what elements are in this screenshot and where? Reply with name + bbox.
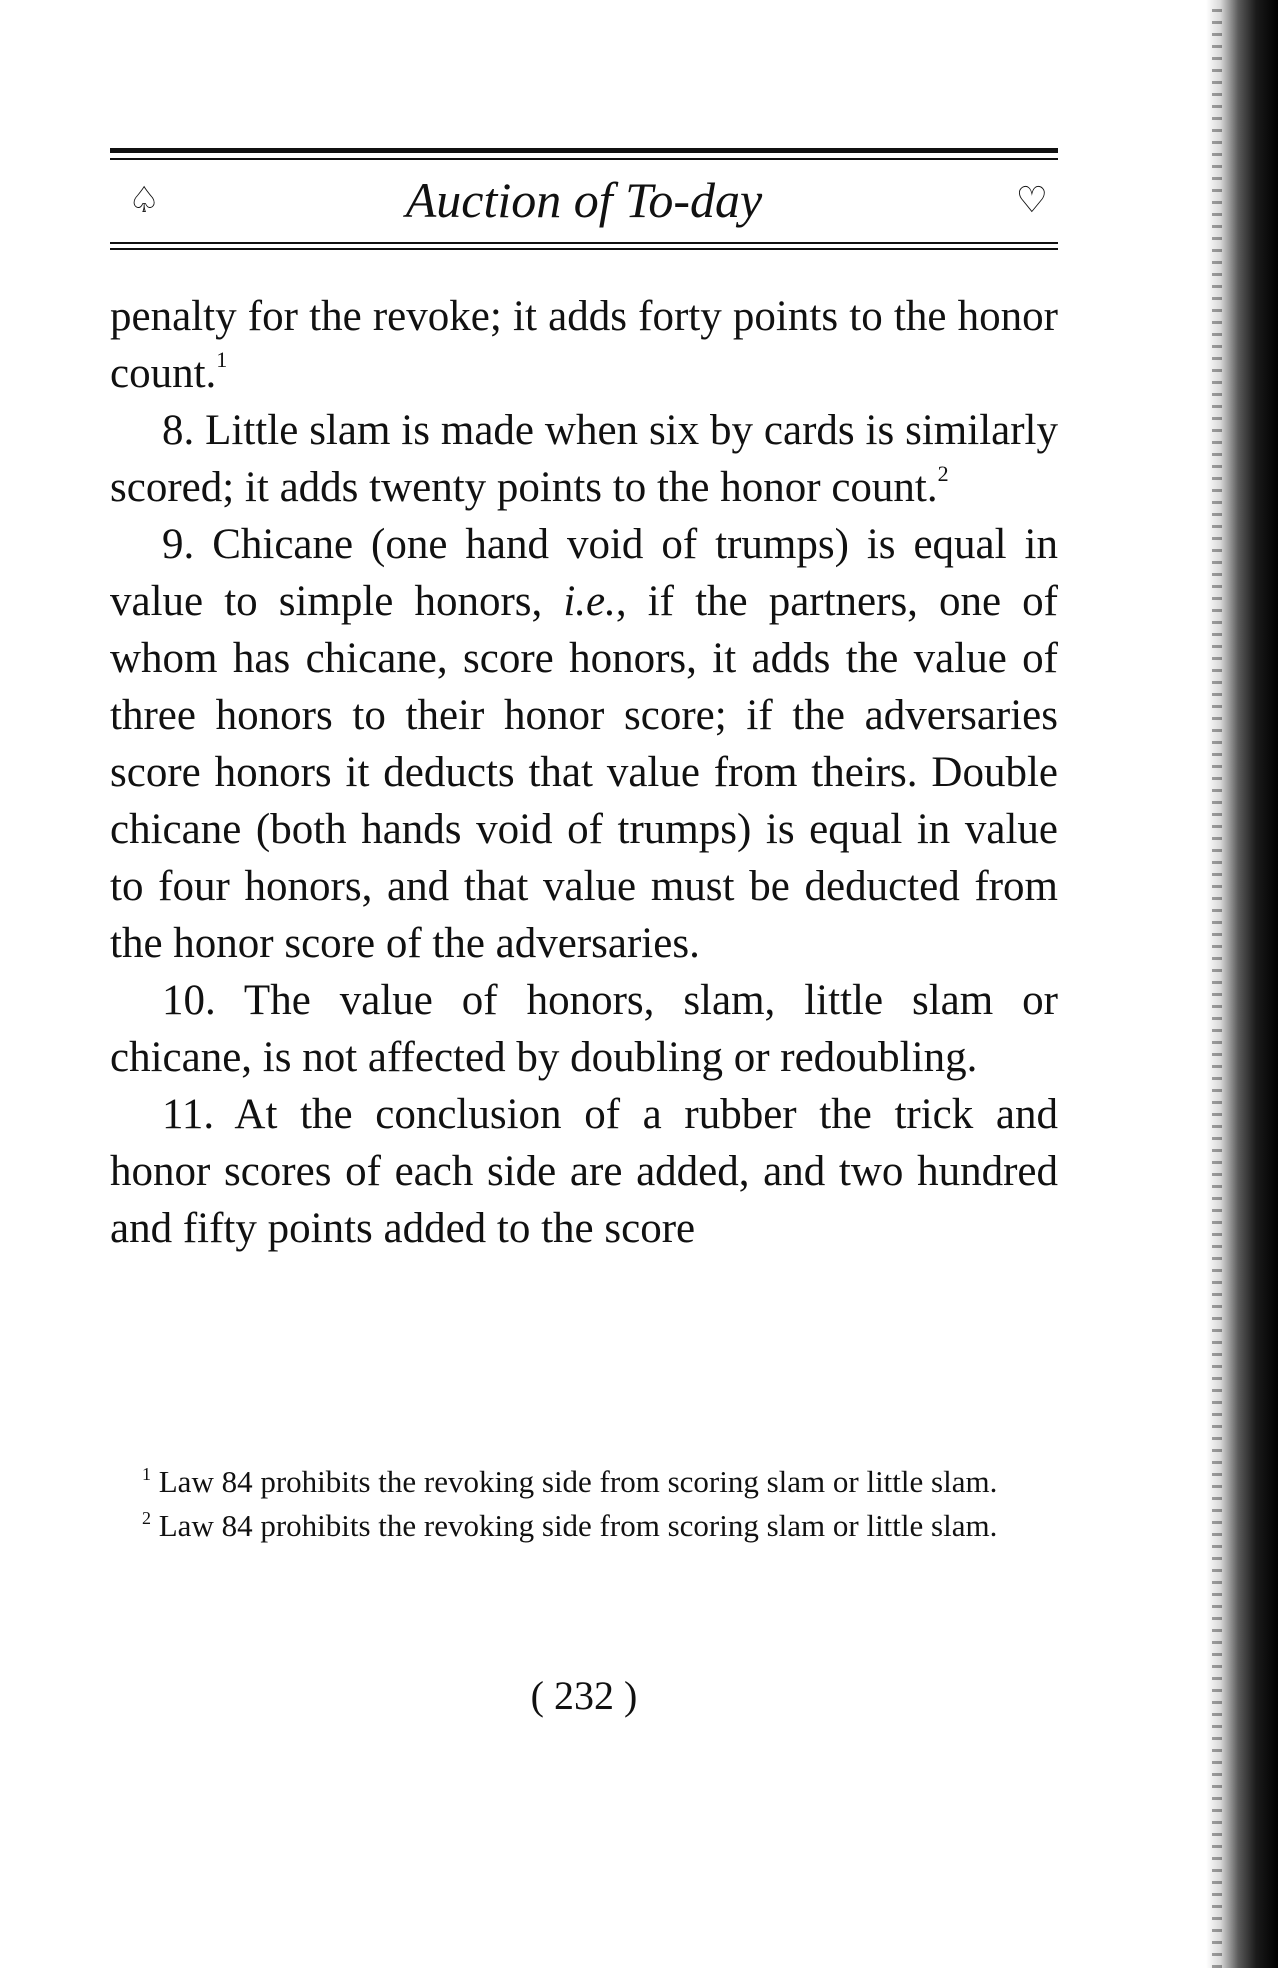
footnotes bbox=[110, 1460, 1058, 1548]
italic-abbreviation: i.e. bbox=[563, 578, 616, 625]
main-text bbox=[110, 288, 1058, 1257]
footnote-ref-1: 1 bbox=[216, 347, 228, 372]
running-header bbox=[110, 148, 1058, 250]
footnote-text: Law 84 prohibits the revoking side from scoring slam or little slam. bbox=[158, 1464, 998, 1499]
header-bottom-rule-2 bbox=[110, 248, 1058, 250]
spade-icon: ♤ bbox=[128, 180, 161, 220]
heart-icon: ♡ bbox=[1015, 180, 1048, 220]
paragraph-text: 8. Little slam is made when six by cards is similarly scored; it adds twenty points to the honor count. bbox=[110, 407, 1058, 511]
footnote-ref-2: 2 bbox=[937, 461, 949, 486]
paragraph-text: , if the partners, one of whom has chicane, score honors, it adds the value of three honors to their honor score; if the adversaries score honors it deducts that value from theirs. Double chicane (both hands void of trumps) is equal in value to four honors, and that value must be deducted from the honor score of the adversaries. bbox=[110, 578, 1058, 967]
header-top-rule-thick bbox=[110, 148, 1058, 153]
paragraph-rule-10: 10. The value of honors, slam, little slam or chicane, is not affected by doubling or redoubling. bbox=[110, 977, 1058, 1081]
paragraph-continuation bbox=[110, 288, 1058, 402]
running-head-title: Auction of To-day bbox=[405, 172, 763, 228]
footnote-mark: 1 bbox=[142, 1464, 151, 1484]
paragraph-rule-11: 11. At the conclusion of a rubber the trick and honor scores of each side are added, and two hundred and fifty points added to the score bbox=[110, 1091, 1058, 1252]
paragraph-text: 9. Chicane (one hand void of trumps) is equal in value to simple honors, bbox=[110, 521, 1058, 625]
header-row bbox=[110, 160, 1058, 242]
footnote-mark: 2 bbox=[142, 1508, 151, 1528]
paragraph-text: penalty for the revoke; it adds forty points to the honor count. bbox=[110, 293, 1058, 397]
paragraph-rule-9 bbox=[110, 516, 1058, 972]
footnote-1 bbox=[110, 1460, 1058, 1504]
footnote-2 bbox=[110, 1504, 1058, 1548]
footnote-text: Law 84 prohibits the revoking side from scoring slam or little slam. bbox=[158, 1508, 998, 1543]
header-bottom-rule bbox=[110, 242, 1058, 244]
page-number: ( 232 ) bbox=[530, 1673, 638, 1718]
paragraph-rule-8 bbox=[110, 402, 1058, 516]
scanned-edge-texture bbox=[1212, 0, 1222, 1968]
